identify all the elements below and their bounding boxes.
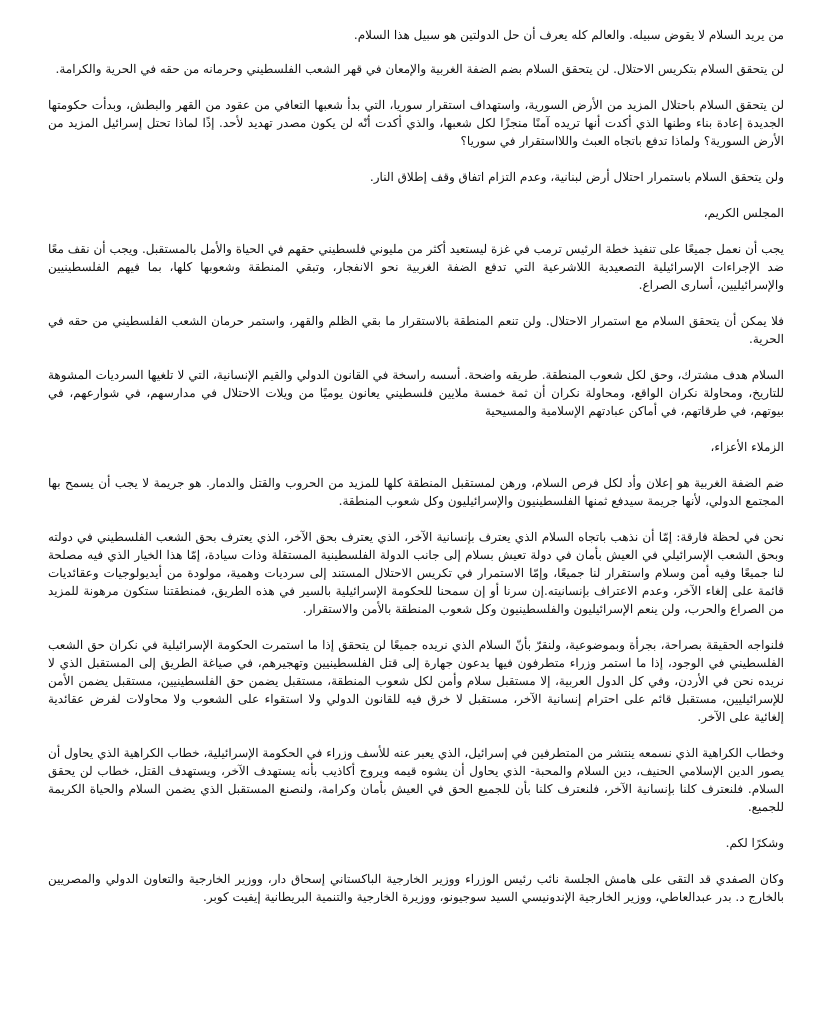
section-salutation: المجلس الكريم، (703, 206, 784, 220)
paragraph: ضم الضفة الغربية هو إعلان وأد لكل فرص السلام، ورهن لمستقبل المنطقة كلها للمزيد من الحروب والقتل والدمار. هو جريمة لا يجب أن يسمح بها المجتمع الدولي، لأنها جريمة سيدفع ثمنها الفلسطينيون والإسرائيليون وكل شعوب المنطقة. (48, 476, 784, 508)
paragraph: نحن في لحظة فارقة: إمّا أن نذهب باتجاه السلام الذي يعترف بإنسانية الآخر، الذي يعترف بحق الآخر، الذي يعترف بحق الشعب الفلسطيني في دولته وبحق الشعب الإسرائيلي في العيش بأمان في دولة تعيش بسلام إلى جانب الدولة الفلسطينية المستقلة وذات سيادة، إمّا هذا الخيار الذي فيه مصلحة لنا جميعًا وفيه أمن وسلام واستقرار لنا جميعًا، وإمّا الاستمرار في تكريس الاحتلال المستند إلى سرديات وهمية، مولودة من أيديولوجيات وعقائديات قائمة على إلغاء الآخر، وعدم الاعتراف بإنسانيته.إن سرنا أو إن سمحنا للحكومة الإسرائيلية بالسير في هذه الطريق، فمنطقتنا ستكون مرهونة للمزيد من الصراع والحرب، ولن ينعم الإسرائيليون والفلسطينيون وكل شعوب المنطقة بالأمن والاستقرار. (48, 530, 784, 616)
paragraph: وخطاب الكراهية الذي نسمعه ينتشر من المتطرفين في إسرائيل، الذي يعبر عنه للأسف وزراء في الحكومة الإسرائيلية، خطاب الكراهية الذي يحاول أن يصور الدين الإسلامي الحنيف، دين السلام والمحبة- الذي يحاول أن يشوه قيمه ويروج أكاذيب بأنه يستهدف الآخر، ويستهدف القتل، خطاب لن يحقق السلام. فلنعترف كلنا بإنسانية الآخر، فلنعترف كلنا بأن للجميع الحق في العيش بأمان وكرامة، ولنصنع المستقبل الذي يضمن السلام والحياة الكريمة للجميع. (48, 746, 784, 814)
paragraph: لن يتحقق السلام باحتلال المزيد من الأرض السورية، واستهداف استقرار سوريا، التي بدأ شعبها التعافي من عقود من القهر والبطش، وبدأت حكومتها الجديدة إعادة بناء وطنها الذي أكدت أنها تريده آمنًا منجزًا لكل شعبها، والذي أكدت أنّه لن يكون مصدر تهديد لأحد. إذًا لماذا تحتل إسرائيل المزيد من الأرض السورية؟ ولماذا تدفع باتجاه العبث واللااستقرار في سوريا؟ (48, 98, 784, 148)
paragraph: وكان الصفدي قد التقى على هامش الجلسة نائب رئيس الوزراء ووزير الخارجية الباكستاني إسحاق دار، ووزير الخارجية والتعاون الدولي والمصريين بالخارج د. بدر عبدالعاطي، ووزير الخارجية الإندونيسي السيد سوجيونو، ووزيرة الخارجية والتنمية البريطانية إيفيت كوبر. (48, 872, 784, 904)
paragraph: ولن يتحقق السلام باستمرار احتلال أرض لبنانية، وعدم التزام اتفاق وقف إطلاق النار. (369, 170, 784, 184)
paragraph: فلنواجه الحقيقة بصراحة، بجرأة وبموضوعية، ولنقرّ بأنّ السلام الذي نريده جميعًا لن يتحقق إذا ما استمرت الحكومة الإسرائيلية في نكران حق الشعب الفلسطيني في الوجود، إذا ما استمر وزراء متطرفون فيها يدعون جهارة إلى قتل الفلسطينيين وتهجيرهم، في صياغة الطريق إلى المستقبل الذي لا نريده نحن في الأردن، وفي كل الدول العربية، إلا مستقبل سلام وأمن لكل شعوب المنطقة، مستقبل يضمن حق الفلسطينيين، مستقبل يضمن الأمن للإسرائيليين، مستقبل قائم على احترام إنسانية الآخر، مستقبل لا خرق فيه للقانون الدولي ولا استقواء على الشعوب ولا محاولات لفرض عقائدية إلغائية على الآخر. (48, 638, 784, 724)
paragraph: فلا يمكن أن يتحقق السلام مع استمرار الاحتلال. ولن تنعم المنطقة بالاستقرار ما بقي الظلم والقهر، واستمر حرمان الشعب الفلسطيني من حقه في الحرية. (48, 314, 784, 346)
paragraph: لن يتحقق السلام بتكريس الاحتلال. لن يتحقق السلام بضم الضفة الغربية والإمعان في قهر الشعب الفلسطيني وحرمانه من حقه في الحرية والكرامة. (55, 62, 784, 76)
paragraph: السلام هدف مشترك، وحق لكل شعوب المنطقة. طريقه واضحة. أسسه راسخة في القانون الدولي والقيم الإنسانية، التي لا تلغيها السرديات المشوهة للتاريخ، ومحاولة نكران الواقع، ومحاولة نكران أن ثمة خمسة ملايين فلسطيني يعانون يوميًا من ويلات الاحتلال في مدارسهم، في شوارعهم، في بيوتهم، في طرقاتهم، في أماكن عبادتهم الإسلامية والمسيحية (48, 368, 784, 418)
paragraph: من يريد السلام لا يقوض سبيله. والعالم كله يعرف أن حل الدولتين هو سبيل هذا السلام. (353, 28, 784, 42)
closing-thanks: وشكرًا لكم. (725, 836, 784, 850)
paragraph: يجب أن نعمل جميعًا على تنفيذ خطة الرئيس ترمب في غزة ليستعيد أكثر من مليوني فلسطيني حقهم في الحياة والأمل بالمستقبل. ويجب أن نقف معًا ضد الإجراءات الإسرائيلية التصعيدية اللاشرعية التي تدفع الضفة الغربية نحو الانفجار، وتبقي المنطقة وشعوبها كلها، بما فيهم الفلسطينيين والإسرائيليين، أسارى الصراع. (48, 242, 784, 292)
section-salutation: الزملاء الأعزاء، (710, 440, 784, 454)
